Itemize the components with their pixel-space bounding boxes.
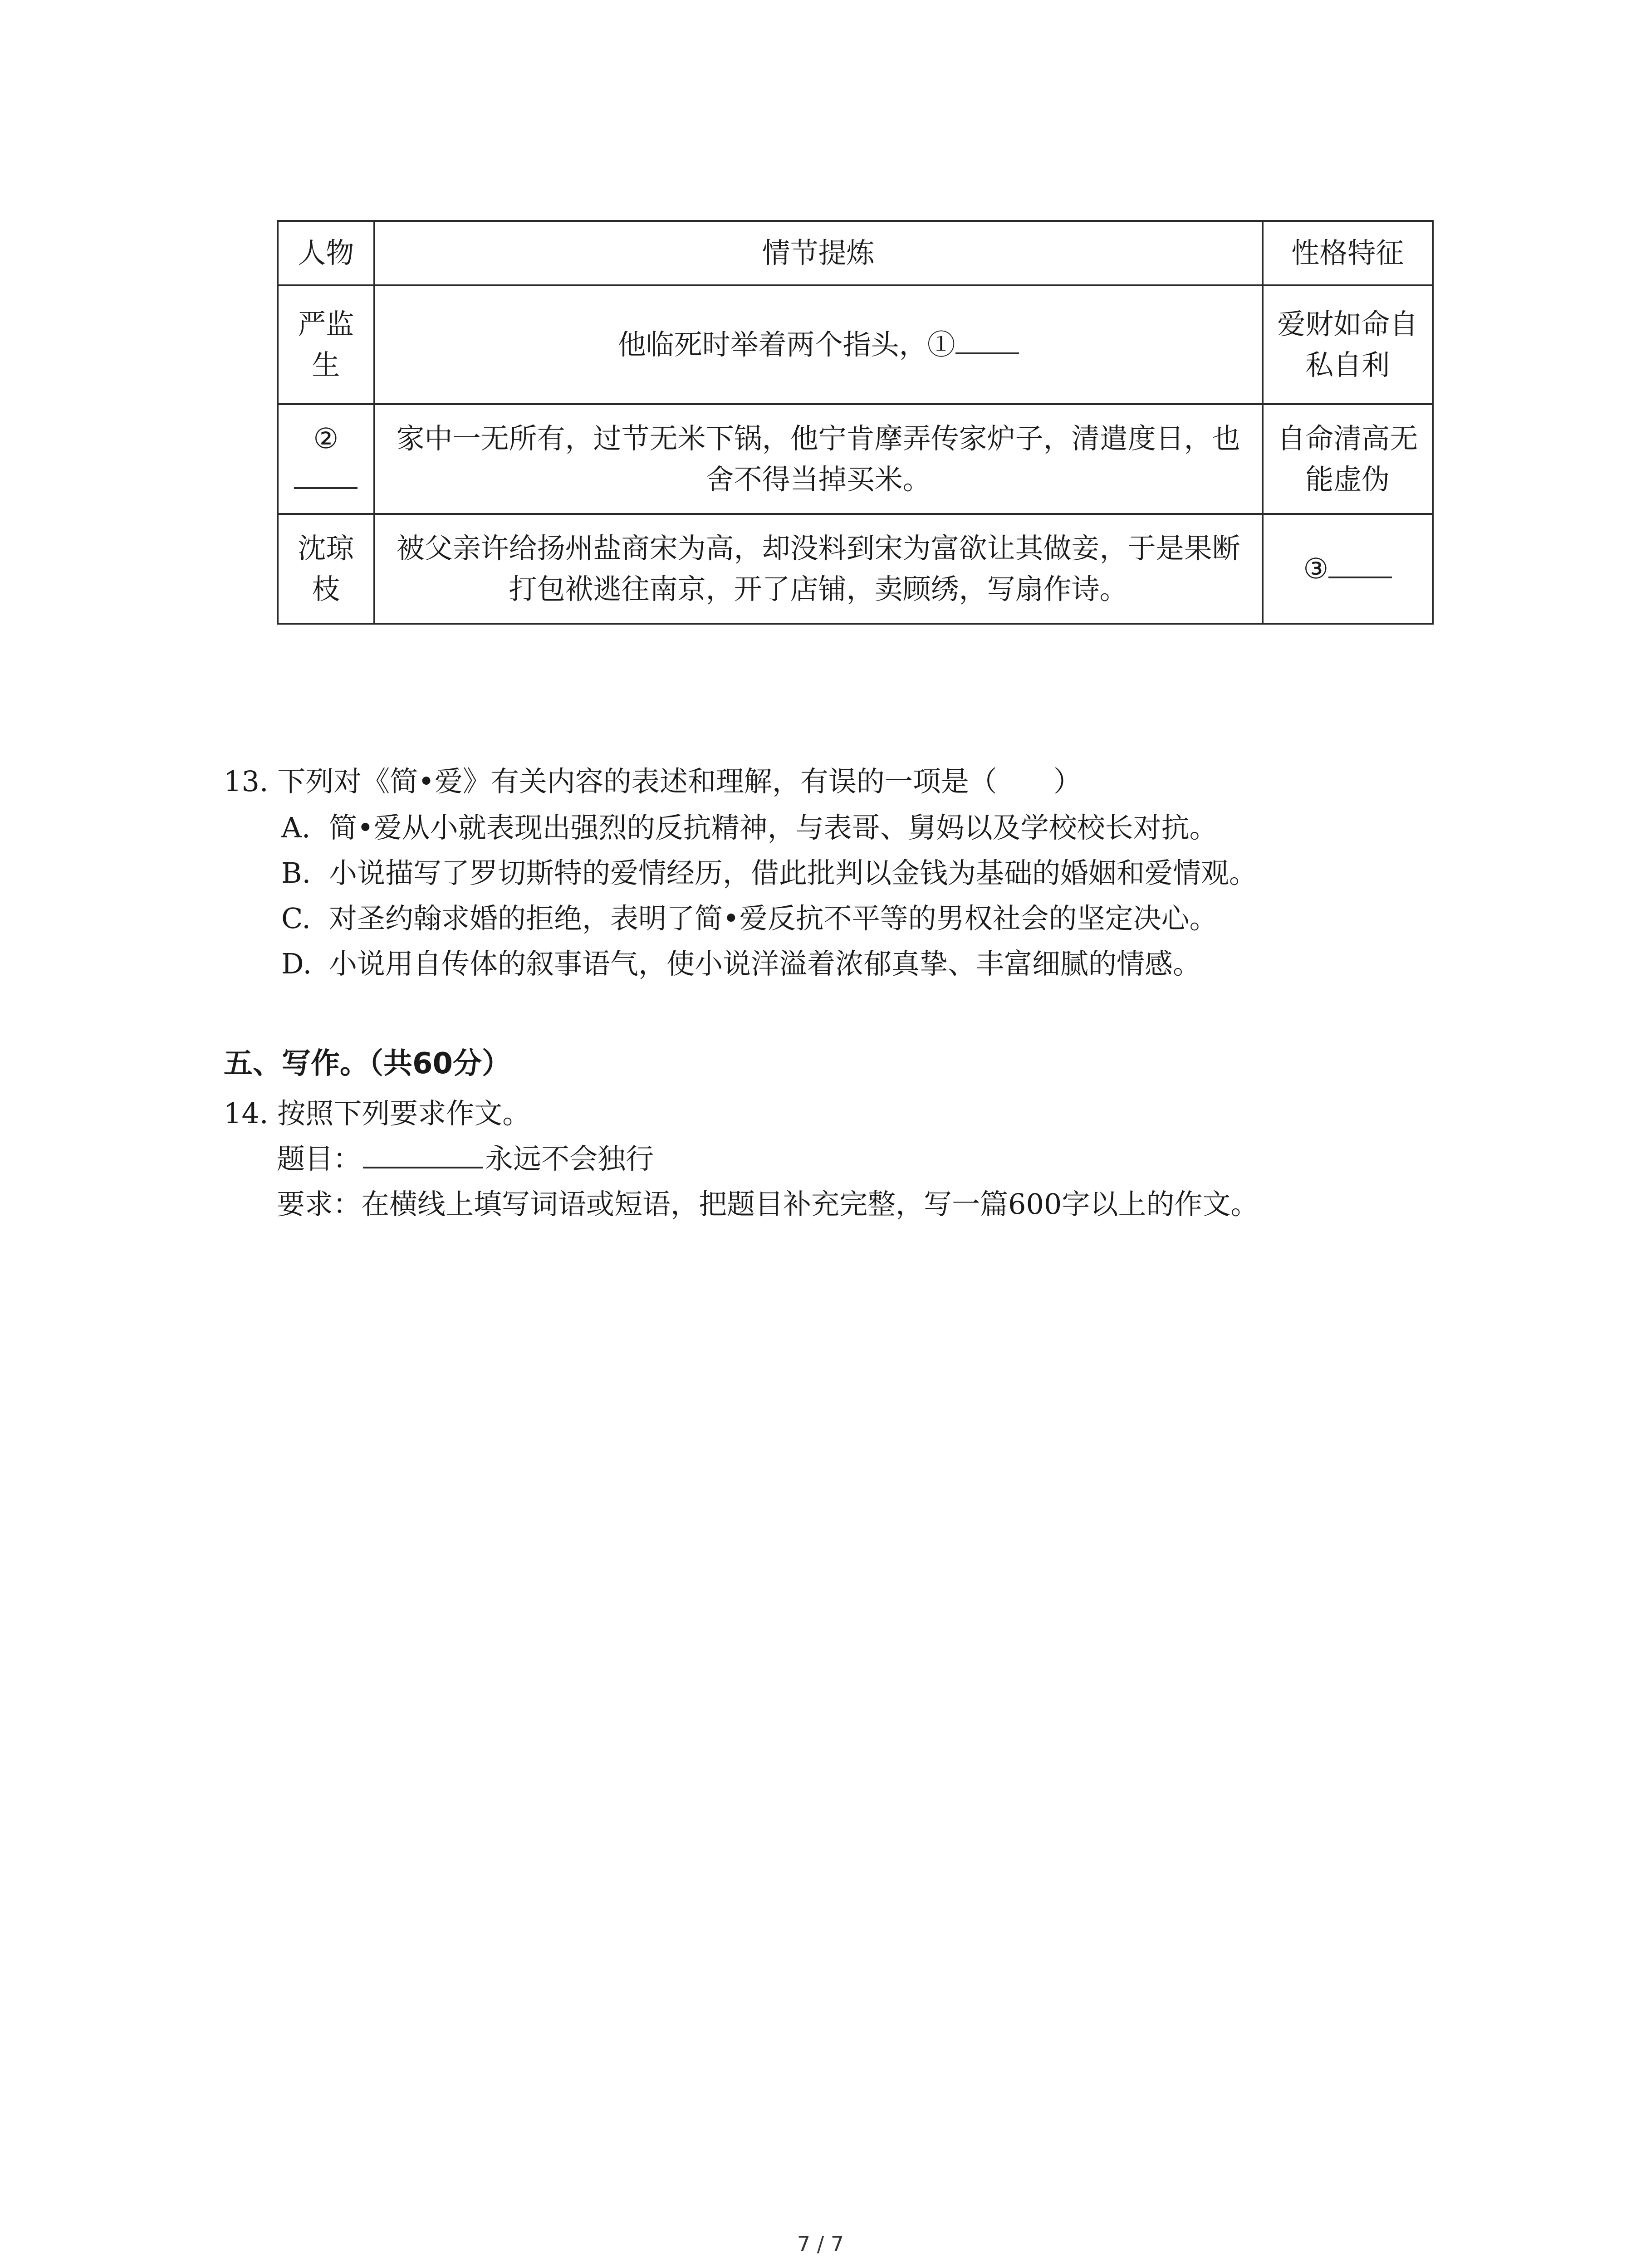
table-row <box>278 514 1433 624</box>
cell-trait <box>1263 285 1433 404</box>
topic-label: 题目： <box>277 1142 362 1175</box>
answer-blank <box>955 325 1019 354</box>
plot-text: 他临死时举着两个指头，① <box>617 328 955 361</box>
option-letter: D. <box>281 947 312 980</box>
page-number: 7 / 7 <box>797 2232 844 2256</box>
trait-text: 爱财如命自私自利 <box>1277 308 1418 381</box>
character-table <box>277 220 1434 625</box>
topic-suffix: 永远不会独行 <box>485 1142 654 1175</box>
table-row <box>278 404 1433 514</box>
cell-plot <box>374 404 1263 514</box>
option-text: 小说描写了罗切斯特的爱情经历，借此批判以金钱为基础的婚姻和爱情观。 <box>329 856 1258 890</box>
trait-text: ③ <box>1303 552 1329 585</box>
person-name: 严监生 <box>298 308 354 381</box>
option-a <box>281 807 1218 848</box>
cell-plot <box>374 285 1263 404</box>
header-person: 人物 <box>278 221 374 285</box>
cell-person <box>278 285 374 404</box>
cell-trait <box>1263 514 1433 624</box>
question-13-stem: 13. 下列对《简•爱》有关内容的表述和理解，有误的一项是（ ） <box>224 765 1082 798</box>
option-d <box>281 943 1201 984</box>
person-name: ② <box>313 422 339 455</box>
option-letter: C. <box>281 902 311 935</box>
cell-person <box>278 404 374 514</box>
table-row <box>278 285 1433 404</box>
option-c <box>281 898 1218 939</box>
header-trait: 性格特征 <box>1263 221 1433 285</box>
answer-blank <box>1328 549 1392 578</box>
question-14-stem: 14. 按照下列要求作文。 <box>224 1097 531 1130</box>
plot-text: 被父亲许给扬州盐商宋为高，却没料到宋为富欲让其做妾，于是果断打包袱逃往南京，开了店铺，卖顾绣，写扇作诗。 <box>396 532 1240 606</box>
topic-blank <box>363 1139 483 1168</box>
answer-blank <box>294 460 358 489</box>
option-text: 对圣约翰求婚的拒绝，表明了简•爱反抗不平等的男权社会的坚定决心。 <box>329 902 1218 935</box>
option-letter: A. <box>281 811 311 844</box>
essay-requirement: 要求：在横线上填写词语或短语，把题目补充完整，写一篇600字以上的作文。 <box>277 1188 1259 1221</box>
cell-person <box>278 514 374 624</box>
person-name: 沈琼枝 <box>298 532 354 606</box>
plot-text: 家中一无所有，过节无米下锅，他宁肯摩弄传家炉子，清遣度日，也舍不得当掉买米。 <box>396 422 1240 496</box>
cell-trait <box>1263 404 1433 514</box>
section-title: 五、写作。（共60分） <box>224 1047 511 1080</box>
essay-topic <box>277 1139 654 1179</box>
table-header-row <box>278 221 1433 285</box>
option-letter: B. <box>281 856 311 890</box>
option-text: 小说用自传体的叙事语气，使小说洋溢着浓郁真挚、丰富细腻的情感。 <box>329 947 1201 980</box>
option-b <box>281 853 1257 894</box>
header-plot: 情节提炼 <box>374 221 1263 285</box>
cell-plot <box>374 514 1263 624</box>
option-text: 简•爱从小就表现出强烈的反抗精神，与表哥、舅妈以及学校校长对抗。 <box>329 811 1218 844</box>
trait-text: 自命清高无能虚伪 <box>1277 422 1418 496</box>
